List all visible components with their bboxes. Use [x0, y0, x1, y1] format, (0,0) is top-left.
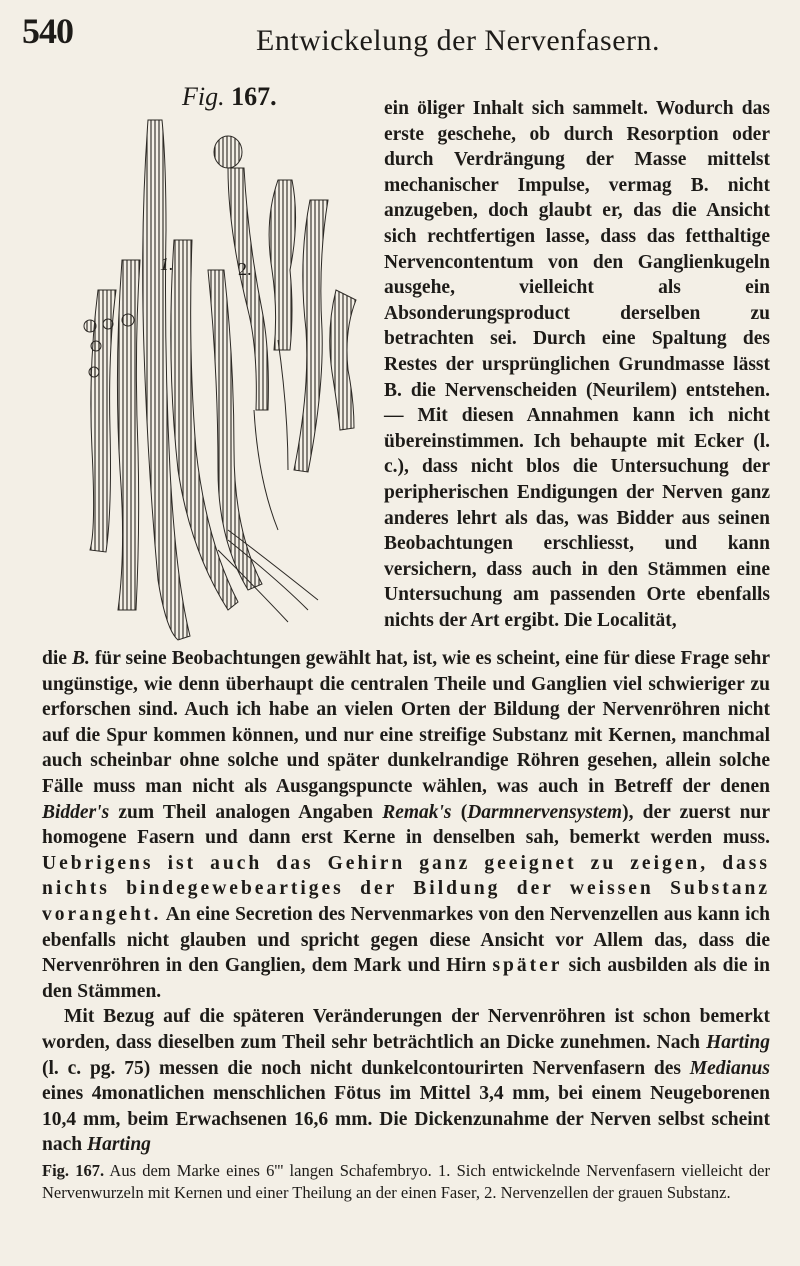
author-name: Remak's — [382, 801, 452, 823]
nerve-name: Medianus — [689, 1057, 770, 1079]
figure-caption — [42, 1160, 770, 1204]
text-run: Mit Bezug auf die späteren Veränderungen der Nervenröhren ist schon bemerkt worden, dass dieselben zum Theil sehr beträchtlich an Dicke zunehmen. Nach — [42, 1006, 770, 1053]
text-run: (l. c. pg. 75) messen die noch nicht dunkelcontourirten Nervenfasern des — [42, 1057, 690, 1079]
text-run: zum Theil analogen Angaben — [109, 801, 383, 823]
right-column-text: ein öliger Inhalt sich sammelt. Wodurch das erste geschehe, ob durch Resorption oder durch Verdrängung der Masse mittelst mechanischer Impulse, vermag B. nicht anzugeben, doch glaubt er, das die Ansicht sich rechtfertigen lasse, dass das fetthaltige Nervencontentum von den Ganglienkugeln ausgehe, vielleicht als ein Absonderungsproduct derselben zu betrachten sei. Durch eine Spaltung des Restes der ursprünglichen Grundmasse lässt B. die Nervenscheiden (Neurilem) entstehen. — Mit diesen Annahmen kann ich nicht übereinstimmen. Ich behaupte mit Ecker (l. c.), dass nicht blos die Untersuchung der peripherischen Endigungen der Nerven ganz anderes lehrt als das, was Bidder aus seinen Beobachtungen erschliesst, und kann versichern, dass auch in den Stämmen eine Untersuchung am passenden Orte ebenfalls nichts der Art ergibt. Die Localität, — [384, 98, 770, 631]
author-name: Harting — [706, 1031, 770, 1053]
figure-illustration — [78, 110, 368, 646]
author-name: Harting — [86, 1134, 151, 1156]
page-number: 540 — [22, 11, 73, 51]
figure-marker-1: 1. — [160, 254, 174, 274]
text-run: ( — [451, 801, 468, 823]
running-title: Entwickelung der Nervenfasern. — [256, 24, 661, 57]
body-text — [42, 646, 770, 1158]
figure-label-prefix: Fig. — [182, 82, 225, 111]
caption-figure-ref: Fig. 167. — [42, 1161, 105, 1180]
figure-label — [182, 82, 277, 112]
text-run: eines 4monatlichen menschlichen Fötus im Mittel 3,4 mm, bei einem Neugeborenen 10,4 mm, beim Erwachsenen 16,6 mm. Die Dickenzunahme der Nerven selbst scheint nach — [42, 1083, 770, 1156]
text-run: ), der zuerst nur homogene Fasern und dann erst Kerne in denselben sah, bemerkt werden muss. — [42, 801, 770, 849]
figure-marker-2: 2. — [238, 259, 252, 279]
figure-label-number: 167. — [231, 82, 277, 111]
emphasized-text: Uebrigens ist auch das Gehirn ganz geeignet zu zeigen, dass nichts bindegewebeartiges der Bildung der weissen Substanz vorangeht. — [42, 852, 770, 925]
work-title: Darmnervensystem — [467, 801, 623, 823]
text-run: die — [42, 648, 72, 669]
text-run: für seine Beobachtungen gewählt hat, ist, wie es scheint, eine für diese Frage sehr ungünstige, wie denn überhaupt die centralen Theile und Ganglien viel schwieriger zu erforschen sind. Auch ich habe an vielen Orten der Bildung der Nervenröhren nicht auf die Spur kommen können, und nur eine streifige Substanz mit Kernen, manchmal auch scheinbar ohne solche und später dunkelrandige Röhren gesehen, allein solche Fälle muss man nicht als Ausgangspuncte wählen, was auch in Betreff der denen — [42, 648, 770, 797]
text-run: An eine Secretion des Nervenmarkes von den Nervenzellen aus kann ich ebenfalls nicht glauben und spricht gegen diese Ansicht vor Allem das, dass die Nervenröhren in den Ganglien, dem Mark und Hirn — [42, 903, 770, 977]
author-abbrev: B. — [71, 648, 90, 669]
paragraph-2 — [42, 1004, 770, 1158]
text-run: sich ausbilden als die in den Stämmen. — [42, 955, 771, 1002]
paragraph-1 — [42, 646, 770, 1004]
emphasized-text: später — [492, 955, 563, 977]
author-name: Bidder's — [42, 801, 110, 823]
caption-text: Aus dem Marke eines 6''' langen Schafembryo. 1. Sich entwickelnde Nervenfasern vielleicht der Nervenwurzeln mit Kernen und einer Theilung an der einen Faser, 2. Nervenzellen der grauen Substanz. — [42, 1161, 770, 1202]
